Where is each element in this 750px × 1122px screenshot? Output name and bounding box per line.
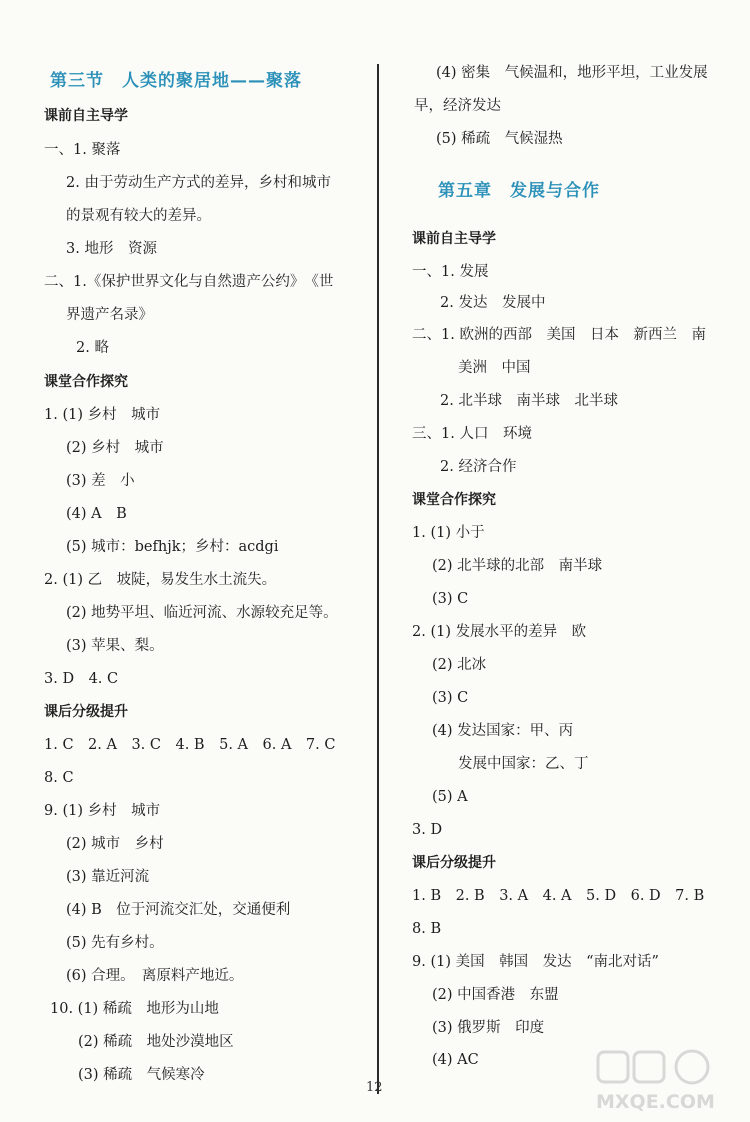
answer-line: 的景观有较大的差异。 [66, 208, 211, 224]
answer-line: (5) 稀疏 气候湿热 [436, 131, 563, 147]
answer-line: (3) 靠近河流 [66, 869, 150, 885]
answer-line: 一、1. 发展 [412, 264, 489, 280]
answer-line: 8. C [44, 770, 74, 786]
answer-line: (2) 地势平坦、临近河流、水源较充足等。 [66, 605, 338, 621]
answer-line: (4) B 位于河流交汇处，交通便利 [66, 902, 291, 918]
answer-line: 9. (1) 乡村 城市 [44, 803, 161, 819]
answer-line: 2. 经济合作 [440, 459, 517, 475]
answer-line: (3) C [432, 690, 469, 706]
section-title: 第三节 人类的聚居地——聚落 [50, 71, 302, 91]
heading-practice: 课后分级提升 [412, 855, 496, 871]
answer-line: (4) A B [66, 506, 127, 522]
answer-line: 3. D 4. C [44, 671, 119, 687]
answer-line: 早，经济发达 [414, 98, 501, 114]
answer-line: 10. (1) 稀疏 地形为山地 [50, 1001, 219, 1017]
answer-line: (2) 北半球的北部 南半球 [432, 558, 603, 574]
heading-preview: 课前自主导学 [412, 231, 496, 247]
answer-line: 2. 发达 发展中 [440, 295, 546, 311]
answer-line: (3) 苹果、梨。 [66, 638, 164, 654]
watermark-text: MXQE.COM [596, 1091, 715, 1113]
answer-line: (5) A [432, 789, 468, 805]
answer-line: 1. B 2. B 3. A 4. A 5. D 6. D 7. B [412, 888, 705, 904]
answer-line: (2) 城市 乡村 [66, 836, 164, 852]
watermark-logo [592, 1046, 742, 1116]
answer-line: 1. (1) 小于 [412, 525, 485, 541]
answer-line: 2. (1) 乙 坡陡，易发生水土流失。 [44, 572, 277, 588]
answer-line: (3) 差 小 [66, 473, 135, 489]
page-number: 12 [366, 1080, 383, 1095]
heading-preview: 课前自主导学 [44, 108, 128, 124]
answer-line: 2. 由于劳动生产方式的差异，乡村和城市 [66, 175, 331, 191]
answer-line: (3) 俄罗斯 印度 [432, 1020, 545, 1036]
answer-line: (5) 先有乡村。 [66, 935, 164, 951]
answer-line: 1. C 2. A 3. C 4. B 5. A 6. A 7. C [44, 737, 336, 753]
chapter-title: 第五章 发展与合作 [438, 181, 600, 201]
answer-line: (4) AC [432, 1052, 479, 1068]
answer-line: 一、1. 聚落 [44, 142, 121, 158]
answer-line: 2. 略 [76, 340, 109, 356]
answer-line: (4) 密集 气候温和，地形平坦，工业发展 [436, 65, 708, 81]
heading-explore: 课堂合作探究 [44, 374, 128, 390]
heading-explore: 课堂合作探究 [412, 492, 496, 508]
answer-line: 界遗产名录》 [66, 307, 153, 323]
answer-line: 三、1. 人口 环境 [412, 426, 532, 442]
answer-line: (3) C [432, 591, 469, 607]
column-divider [377, 64, 379, 1094]
answer-line: 3. D [412, 822, 443, 838]
answer-line: 二、1.《保护世界文化与自然遗产公约》 《世 [44, 274, 334, 290]
answer-line: 二、1. 欧洲的西部 美国 日本 新西兰 南 [412, 327, 706, 343]
answer-line: (2) 稀疏 地处沙漠地区 [78, 1034, 234, 1050]
answer-line: 8. B [412, 921, 442, 937]
answer-line: 2. 北半球 南半球 北半球 [440, 393, 618, 409]
answer-line: (5) 城市：befhjk；乡村：acdgi [66, 539, 279, 555]
answer-line: (2) 中国香港 东盟 [432, 987, 559, 1003]
answer-line: 9. (1) 美国 韩国 发达 “南北对话” [412, 954, 659, 970]
answer-line: 2. (1) 发展水平的差异 欧 [412, 624, 587, 640]
heading-practice: 课后分级提升 [44, 704, 128, 720]
answer-line: 3. 地形 资源 [66, 241, 157, 257]
answer-line: (3) 稀疏 气候寒冷 [78, 1067, 205, 1083]
answer-line: (2) 乡村 城市 [66, 440, 164, 456]
answer-line: 1. (1) 乡村 城市 [44, 407, 161, 423]
answer-line: (6) 合理。 离原料产地近。 [66, 968, 244, 984]
answer-line: 发展中国家：乙、丁 [458, 756, 589, 772]
answer-line: 美洲 中国 [458, 360, 531, 376]
answer-line: (4) 发达国家：甲、丙 [432, 723, 574, 739]
answer-line: (2) 北冰 [432, 657, 487, 673]
